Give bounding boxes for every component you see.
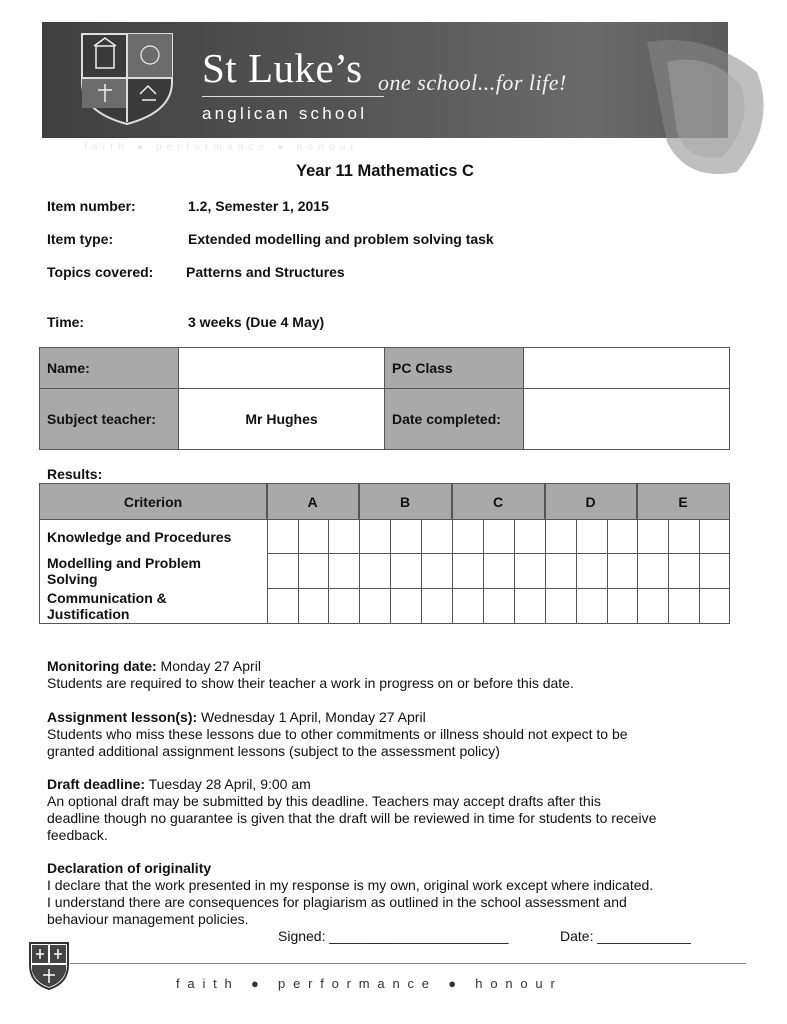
time-value: 3 weeks (Due 4 May) [188, 314, 325, 330]
time-label: Time: [47, 314, 85, 330]
divider [267, 588, 729, 589]
divider [668, 519, 669, 623]
divider [267, 553, 729, 554]
divider [390, 519, 391, 623]
school-subtitle: anglican school [202, 104, 368, 123]
draft-date: Tuesday 28 April, 9:00 am [145, 776, 311, 792]
divider [421, 519, 422, 623]
grade-header-d: D [545, 484, 637, 519]
monitoring-title: Monitoring date: [47, 658, 157, 674]
criterion-label: Justification [47, 605, 130, 622]
declaration-section [47, 860, 737, 928]
school-name: St Luke’s [202, 45, 363, 91]
grade-header-c: C [452, 484, 545, 519]
divider [328, 519, 329, 623]
monitoring-section [47, 658, 737, 692]
lessons-text: granted additional assignment lessons (subject to the assessment policy) [47, 743, 500, 759]
lessons-dates: Wednesday 1 April, Monday 27 April [197, 709, 426, 725]
school-slogan: one school...for life! [378, 70, 567, 95]
topics-value: Patterns and Structures [186, 264, 345, 280]
pc-class-label: PC Class [385, 348, 524, 389]
lessons-text: Students who miss these lessons due to other commitments or illness should not expect to be [47, 726, 628, 742]
topics-label: Topics covered: [47, 264, 154, 280]
draft-text: deadline though no guarantee is given that the draft will be reviewed in time for students to receive [47, 810, 657, 826]
signature-field[interactable]: Signed: _______________________ [278, 928, 509, 944]
criterion-row-communication [40, 588, 267, 623]
divider [70, 963, 746, 964]
monitoring-text: Students are required to show their teacher a work in progress on or before this date. [47, 675, 574, 691]
results-label: Results: [47, 466, 103, 482]
draft-text: feedback. [47, 827, 108, 843]
lessons-section [47, 709, 737, 760]
draft-text: An optional draft may be submitted by this deadline. Teachers may accept drafts after this [47, 793, 601, 809]
monitoring-date: Monday 27 April [156, 658, 261, 674]
declaration-text: I understand there are consequences for plagiarism as outlined in the school assessment and [47, 894, 627, 910]
divider [607, 519, 608, 623]
draft-title: Draft deadline: [47, 776, 146, 792]
item-number-value: 1.2, Semester 1, 2015 [188, 198, 329, 214]
criterion-row-modelling [40, 553, 267, 588]
footer-motto: faith ● performance ● honour [176, 976, 563, 991]
date-completed-label: Date completed: [385, 389, 524, 449]
lessons-title: Assignment lesson(s): [47, 709, 198, 725]
item-type-label: Item type: [47, 231, 114, 247]
criterion-row-knowledge [40, 520, 267, 553]
draft-section [47, 776, 737, 844]
grade-header-e: E [637, 484, 729, 519]
document-title: Year 11 Mathematics C [296, 162, 474, 180]
header-motto: faith ● performance ● honour [84, 142, 359, 153]
divider [298, 519, 299, 623]
name-field[interactable] [179, 348, 385, 389]
name-label: Name: [40, 348, 179, 389]
divider [514, 519, 515, 623]
watermark-shield-icon [627, 32, 787, 182]
declaration-text: behaviour management policies. [47, 911, 249, 927]
criterion-label: Modelling and Problem [47, 554, 202, 571]
criterion-label: Knowledge and Procedures [47, 528, 232, 545]
grade-header-a: A [267, 484, 359, 519]
subject-teacher-value: Mr Hughes [179, 389, 385, 449]
divider [202, 96, 384, 97]
criterion-header: Criterion [40, 484, 267, 519]
results-table [39, 483, 730, 624]
declaration-title: Declaration of originality [47, 860, 212, 876]
date-completed-field[interactable] [524, 389, 729, 449]
header-banner [42, 22, 728, 153]
criterion-label: Communication & [47, 589, 167, 606]
divider [699, 519, 700, 623]
declaration-text: I declare that the work presented in my response is my own, original work except where indicated. [47, 877, 654, 893]
divider [576, 519, 577, 623]
subject-teacher-label: Subject teacher: [40, 389, 179, 449]
item-number-label: Item number: [47, 198, 136, 214]
grade-header-b: B [359, 484, 452, 519]
student-info-table [39, 347, 730, 450]
divider [483, 519, 484, 623]
pc-class-field[interactable] [524, 348, 729, 389]
item-type-value: Extended modelling and problem solving task [188, 231, 494, 247]
school-crest-icon [76, 30, 178, 126]
date-field[interactable]: Date: ____________ [560, 928, 691, 944]
footer-crest-icon [28, 941, 70, 991]
criterion-label: Solving [47, 570, 98, 587]
